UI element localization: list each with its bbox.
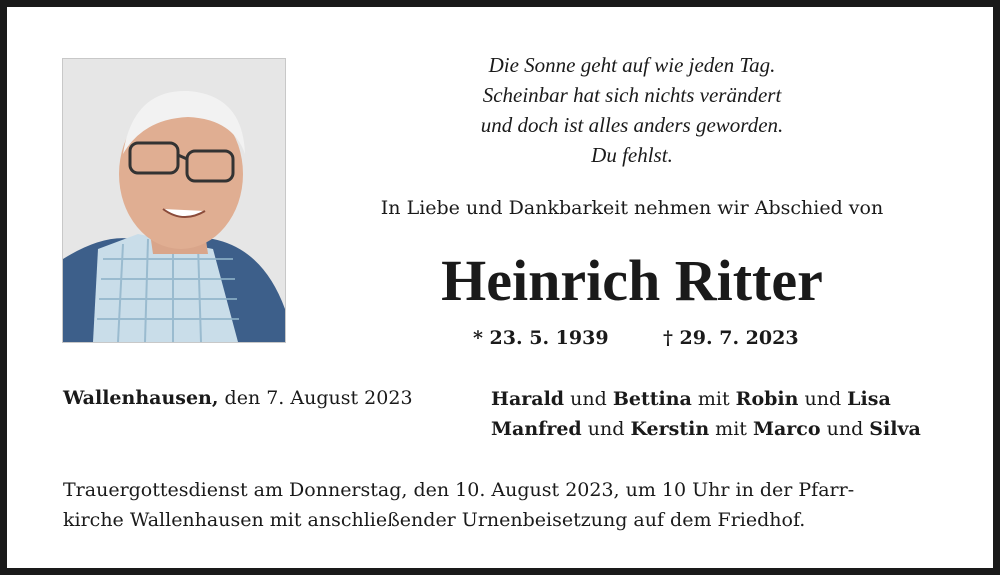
- birth-date: * 23. 5. 1939: [473, 327, 609, 349]
- service-line: Trauergottesdienst am Donnerstag, den 10. August 2023, um 10 Uhr in der Pfarr-: [63, 479, 855, 501]
- family-member-name: Marco: [752, 418, 821, 440]
- family-line: [491, 384, 921, 414]
- poem: [407, 50, 857, 170]
- poem-line: Du fehlst.: [591, 143, 673, 167]
- family-member-name: Silva: [869, 418, 921, 440]
- deceased-name: Heinrich Ritter: [441, 248, 823, 313]
- portrait-photo: [62, 58, 286, 343]
- family-connector: mit: [709, 418, 753, 440]
- service-notice: [63, 475, 854, 535]
- family-member-name: Lisa: [847, 388, 891, 410]
- intro-text: In Liebe und Dankbarkeit nehmen wir Abschied von: [380, 197, 884, 219]
- place-date: [63, 384, 413, 412]
- portrait-illustration: [63, 59, 285, 342]
- family-connector: mit: [691, 388, 736, 410]
- family-connector: und: [820, 418, 870, 440]
- death-date: † 29. 7. 2023: [663, 327, 799, 349]
- family-member-name: Bettina: [612, 388, 692, 410]
- family-connector: und: [798, 388, 848, 410]
- service-line: kirche Wallenhausen mit anschließender Urnenbeisetzung auf dem Friedhof.: [63, 509, 806, 531]
- family-member-name: Harald: [491, 388, 565, 410]
- family-member-name: Manfred: [491, 418, 582, 440]
- family-list: [491, 384, 921, 444]
- family-connector: und: [581, 418, 631, 440]
- poem-line: und doch ist alles anders geworden.: [480, 113, 784, 137]
- family-member-name: Robin: [735, 388, 799, 410]
- poem-line: Scheinbar hat sich nichts verändert: [482, 83, 782, 107]
- date-text: den 7. August 2023: [218, 387, 413, 409]
- place-name: Wallenhausen,: [63, 387, 219, 409]
- family-member-name: Kerstin: [630, 418, 710, 440]
- family-connector: und: [564, 388, 613, 410]
- poem-line: Die Sonne geht auf wie jeden Tag.: [488, 53, 776, 77]
- family-line: [491, 414, 921, 444]
